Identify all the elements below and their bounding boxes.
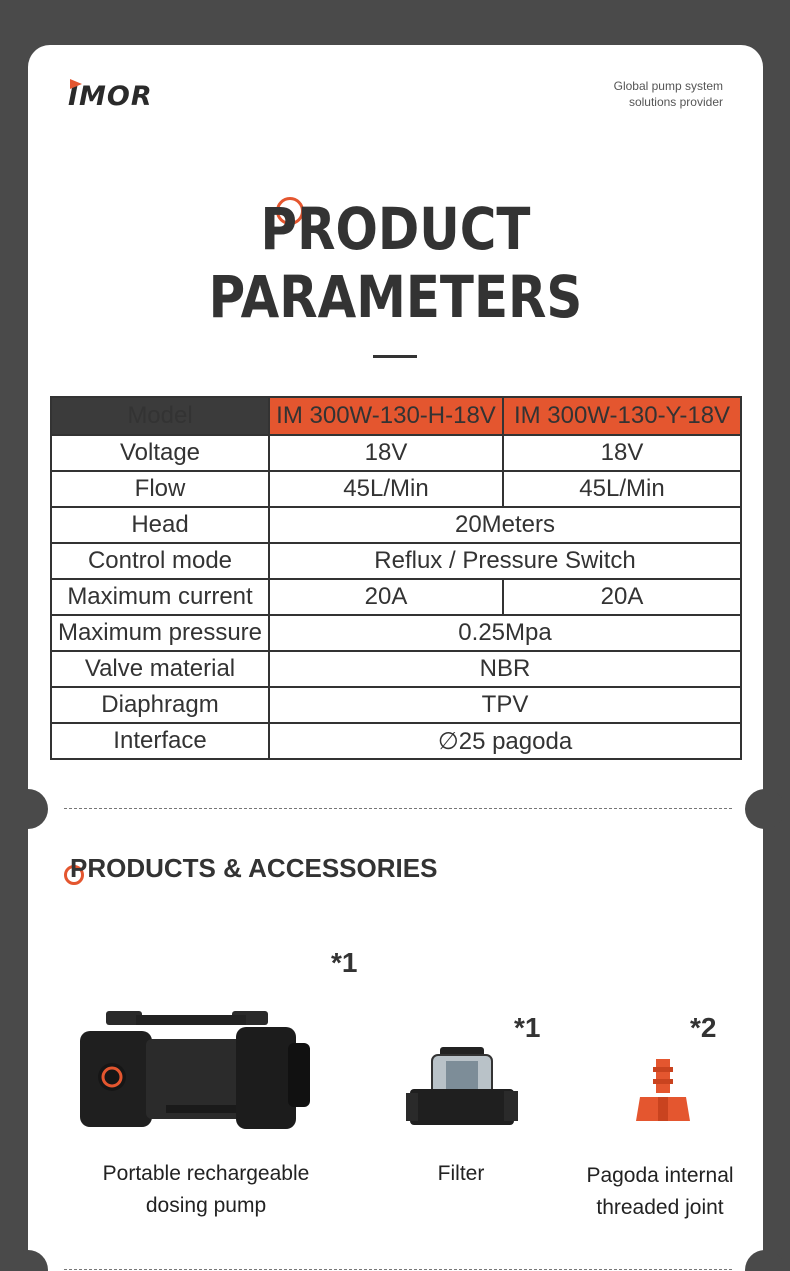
row-value: Reflux / Pressure Switch	[269, 543, 741, 579]
joint-caption	[576, 1160, 744, 1224]
bottom-divider	[64, 1269, 732, 1270]
table-row	[51, 507, 741, 543]
row-label: Diaphragm	[51, 687, 269, 723]
pagoda-joint-image	[634, 1057, 692, 1129]
header-model-label: Model	[51, 397, 269, 435]
pump-quantity: *1	[331, 947, 358, 978]
table-row	[51, 471, 741, 507]
table-row	[51, 615, 741, 651]
content-card	[28, 45, 763, 1271]
row-value-b: 20A	[503, 579, 741, 615]
row-label: Valve material	[51, 651, 269, 687]
row-label: Maximum current	[51, 579, 269, 615]
logo-arrow-icon	[70, 79, 82, 89]
joint-quantity: *2	[690, 1012, 717, 1043]
header-model-b: IM 300W-130-Y-18V	[503, 397, 741, 435]
table-row	[51, 651, 741, 687]
pump-caption-line-1: Portable rechargeable	[102, 1162, 310, 1185]
parameters-table	[50, 396, 742, 760]
tagline	[614, 78, 723, 110]
tagline-line-2: solutions provider	[628, 95, 723, 109]
table-row	[51, 687, 741, 723]
table-row	[51, 579, 741, 615]
table-row	[51, 723, 741, 759]
title-divider	[373, 355, 417, 358]
filter-image	[406, 1045, 518, 1135]
header-model-a: IM 300W-130-H-18V	[269, 397, 503, 435]
filter-caption-line-1: Filter	[437, 1162, 485, 1185]
row-value-a: 18V	[269, 435, 503, 471]
logo-text: IMOR	[68, 81, 153, 112]
row-label: Head	[51, 507, 269, 543]
row-value-a: 45L/Min	[269, 471, 503, 507]
pump-caption	[86, 1158, 326, 1222]
row-value-b: 45L/Min	[503, 471, 741, 507]
row-label: Maximum pressure	[51, 615, 269, 651]
row-label: Voltage	[51, 435, 269, 471]
title-line-1: PRODUCT	[260, 195, 531, 263]
row-label: Interface	[51, 723, 269, 759]
row-value: NBR	[269, 651, 741, 687]
dosing-pump-image	[76, 1005, 312, 1137]
row-label: Flow	[51, 471, 269, 507]
left-notch	[8, 789, 48, 829]
table-row	[51, 543, 741, 579]
joint-caption-line-2: threaded joint	[596, 1196, 724, 1219]
tagline-line-1: Global pump system	[613, 79, 723, 93]
row-value-a: 20A	[269, 579, 503, 615]
row-value: 0.25Mpa	[269, 615, 741, 651]
section-title: PRODUCTS & ACCESSORIES	[70, 853, 438, 883]
joint-caption-line-1: Pagoda internal	[586, 1164, 734, 1187]
brand-logo	[68, 81, 153, 112]
row-value: TPV	[269, 687, 741, 723]
row-label: Control mode	[51, 543, 269, 579]
row-value: ∅25 pagoda	[269, 723, 741, 759]
page-title	[79, 195, 711, 331]
table-header-row	[51, 397, 741, 435]
title-line-2: PARAMETERS	[208, 263, 583, 331]
row-value: 20Meters	[269, 507, 741, 543]
row-value-b: 18V	[503, 435, 741, 471]
filter-quantity: *1	[514, 1012, 541, 1043]
section-divider	[64, 808, 732, 809]
right-notch	[745, 789, 785, 829]
pump-caption-line-2: dosing pump	[145, 1194, 267, 1217]
table-row	[51, 435, 741, 471]
filter-caption	[421, 1158, 501, 1190]
